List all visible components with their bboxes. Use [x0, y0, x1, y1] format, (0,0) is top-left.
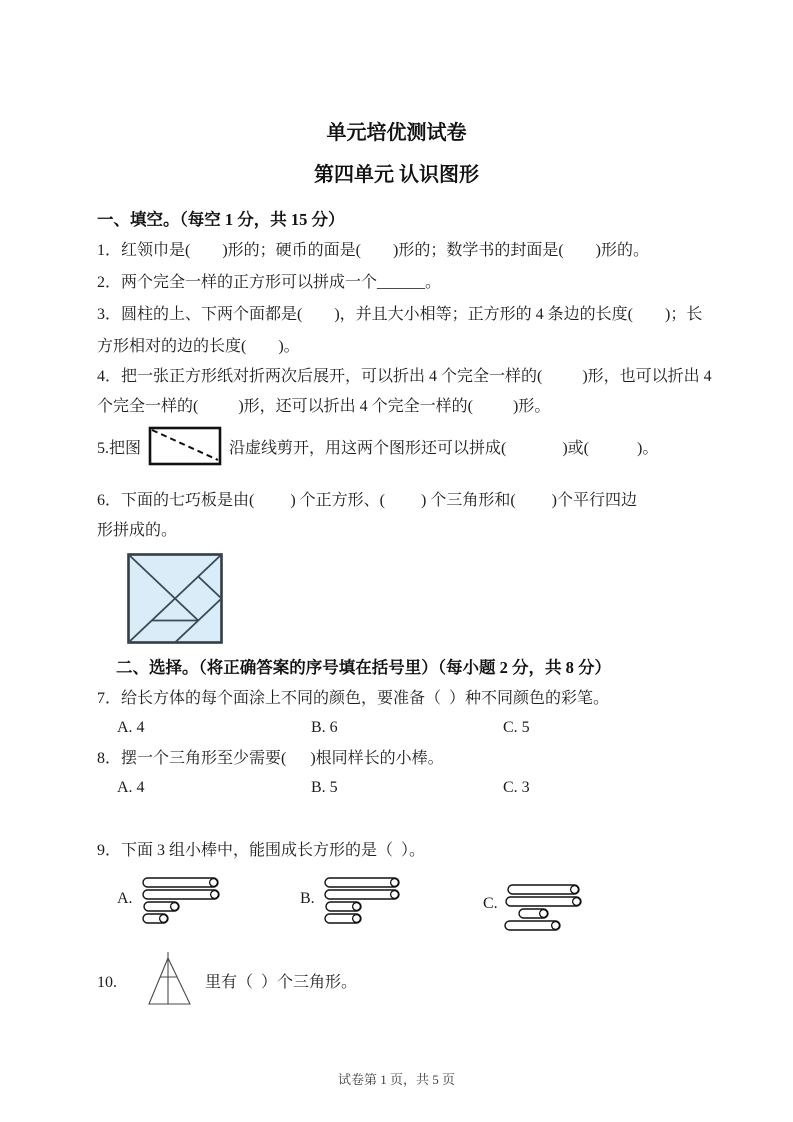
- question-4-line2: 个完全一样的( )形，还可以折出 4 个完全一样的( )形。: [97, 398, 551, 415]
- question-7: 7．给长方体的每个面涂上不同的颜色，要准备（ ）种不同颜色的彩笔。: [97, 690, 610, 707]
- section1-heading: 一、填空。（每空 1 分，共 15 分）: [97, 210, 345, 229]
- stick-group-c-label: C.: [483, 895, 498, 912]
- question-7-option-b: B. 6: [311, 719, 338, 736]
- question-8: 8．摆一个三角形至少需要( )根同样长的小棒。: [97, 750, 444, 767]
- stick-group-a-figure: [140, 875, 230, 929]
- section2-heading: 二、选择。（将正确答案的序号填在括号里）（每小题 2 分，共 8 分）: [116, 658, 611, 677]
- question-5-prefix: 5.把图: [97, 439, 142, 457]
- stick-group-a-label: A.: [117, 890, 133, 907]
- question-7-option-c: C. 5: [503, 719, 530, 736]
- question-3-line2: 方形相对的边的长度( )。: [97, 338, 300, 355]
- page-number-footer: 试卷第 1 页，共 5 页: [337, 1072, 455, 1087]
- stick-group-b-figure: [323, 875, 413, 929]
- question-10-text: 里有（ ）个三角形。: [205, 974, 358, 991]
- question-1: 1．红领巾是( )形的；硬币的面是( )形的；数学书的封面是( )形的。: [97, 242, 649, 259]
- question-10-number: 10.: [97, 974, 117, 991]
- question-4-line1: 4．把一张正方形纸对折两次后展开，可以折出 4 个完全一样的( )形，也可以折出 4: [97, 368, 712, 385]
- question-2: 2．两个完全一样的正方形可以拼成一个______。: [97, 274, 442, 291]
- question-6-line1: 6．下面的七巧板是由( ) 个正方形、( ) 个三角形和( )个平行四边: [97, 492, 637, 509]
- triangle-figure: [147, 947, 197, 1009]
- question-5-suffix: 沿虚线剪开，用这两个图形还可以拼成( )或( )。: [229, 439, 659, 457]
- question-5: [97, 426, 658, 466]
- page-subtitle: 第四单元 认识图形: [314, 164, 479, 186]
- rectangle-with-dashed-diagonal-figure: [148, 426, 222, 466]
- question-6-line2: 形拼成的。: [97, 522, 178, 539]
- stick-group-c-figure: [503, 882, 598, 938]
- question-3-line1: 3．圆柱的上、下两个面都是( )，并且大小相等；正方形的 4 条边的长度( )；长: [97, 306, 703, 323]
- question-8-option-b: B. 5: [311, 779, 338, 796]
- question-8-option-a: A. 4: [117, 779, 145, 796]
- stick-group-b-label: B.: [300, 890, 315, 907]
- question-9: 9．下面 3 组小棒中，能围成长方形的是（ ）。: [97, 842, 426, 859]
- question-7-option-a: A. 4: [117, 719, 145, 736]
- question-8-option-c: C. 3: [503, 779, 530, 796]
- tangram-figure: [127, 553, 223, 644]
- page-title: 单元培优测试卷: [326, 122, 467, 144]
